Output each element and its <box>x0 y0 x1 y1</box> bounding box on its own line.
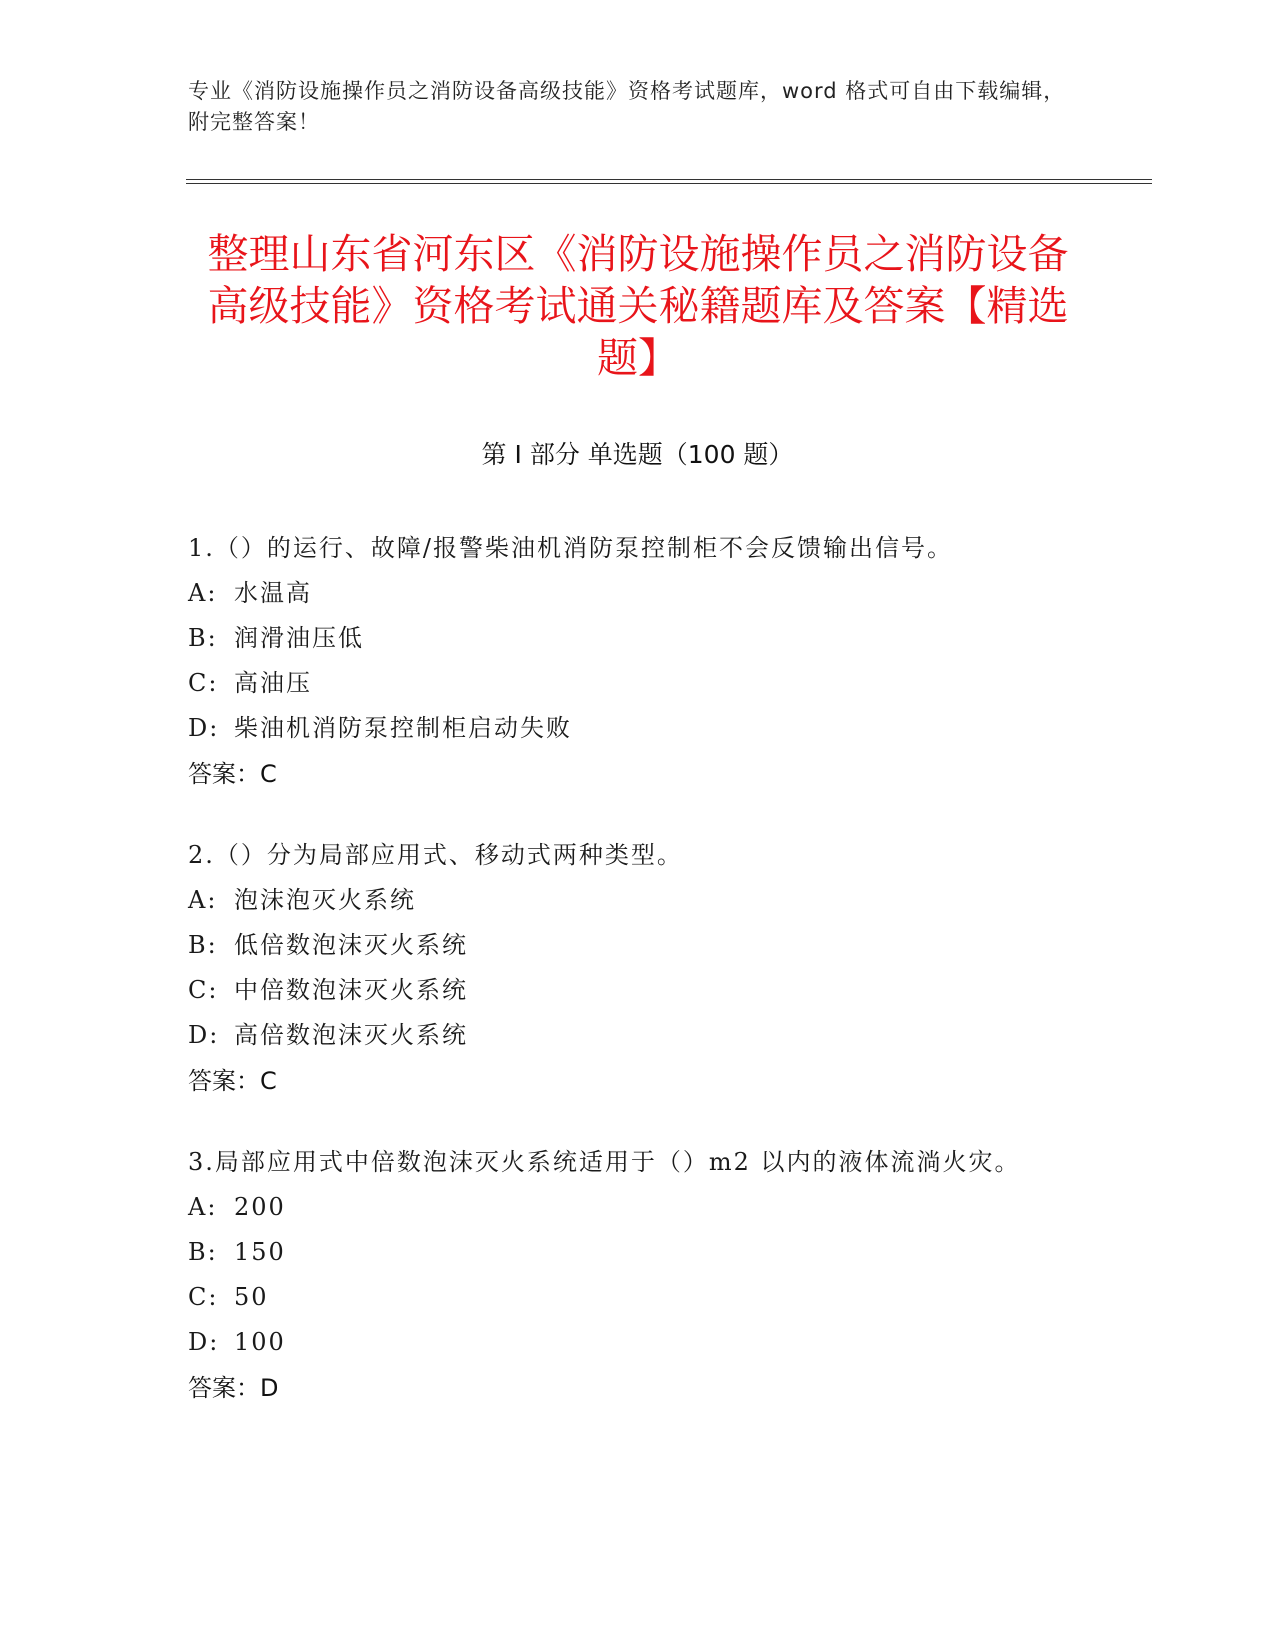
document-title: 整理山东省河东区《消防设施操作员之消防设备高级技能》资格考试通关秘籍题库及答案【精选题】 <box>207 230 1069 382</box>
option-a <box>188 571 1078 616</box>
option-key: D: <box>188 714 220 742</box>
option-key: C: <box>188 976 219 1004</box>
option-text: 200 <box>234 1193 286 1221</box>
option-c <box>188 968 1078 1013</box>
option-key: B: <box>188 931 218 959</box>
option-c <box>188 1275 1078 1320</box>
option-text: 高油压 <box>234 669 312 697</box>
option-text: 低倍数泡沫灭火系统 <box>234 931 468 959</box>
option-text: 100 <box>234 1328 286 1356</box>
option-text: 润滑油压低 <box>234 624 364 652</box>
question-list <box>188 525 1078 1446</box>
answer-line: 答案：D <box>188 1374 279 1402</box>
option-key: B: <box>188 624 218 652</box>
option-key: C: <box>188 1283 219 1311</box>
option-text: 泡沫泡灭火系统 <box>234 886 416 914</box>
option-d <box>188 1013 1078 1058</box>
option-key: A: <box>188 1193 218 1221</box>
answer-line: 答案：C <box>188 1067 277 1095</box>
question-item <box>188 1139 1078 1411</box>
question-stem: 1.（）的运行、故障/报警柴油机消防泵控制柜不会反馈输出信号。 <box>188 534 953 562</box>
section-title: 第 I 部分 单选题（100 题） <box>481 440 794 469</box>
header-divider-top <box>186 179 1152 180</box>
option-text: 柴油机消防泵控制柜启动失败 <box>234 714 572 742</box>
option-key: B: <box>188 1238 218 1266</box>
option-a <box>188 1185 1078 1230</box>
header-note: 专业《消防设施操作员之消防设备高级技能》资格考试题库，word 格式可自由下载编辑，附完整答案！ <box>188 79 1066 134</box>
option-d <box>188 1320 1078 1365</box>
option-d <box>188 706 1078 751</box>
option-key: A: <box>188 579 218 607</box>
question-item <box>188 832 1078 1104</box>
option-b <box>188 1230 1078 1275</box>
option-a <box>188 878 1078 923</box>
option-key: D: <box>188 1021 220 1049</box>
option-b <box>188 923 1078 968</box>
option-c <box>188 661 1078 706</box>
header-divider-bottom <box>186 183 1152 184</box>
option-b <box>188 616 1078 661</box>
option-text: 高倍数泡沫灭火系统 <box>234 1021 468 1049</box>
option-key: A: <box>188 886 218 914</box>
option-key: C: <box>188 669 219 697</box>
option-key: D: <box>188 1328 220 1356</box>
question-stem: 2.（）分为局部应用式、移动式两种类型。 <box>188 841 683 869</box>
answer-line: 答案：C <box>188 760 277 788</box>
question-item <box>188 525 1078 797</box>
option-text: 水温高 <box>234 579 312 607</box>
option-text: 150 <box>234 1238 286 1266</box>
option-text: 50 <box>234 1283 269 1311</box>
question-stem: 3.局部应用式中倍数泡沫灭火系统适用于（）m2 以内的液体流淌火灾。 <box>188 1148 1021 1176</box>
option-text: 中倍数泡沫灭火系统 <box>234 976 468 1004</box>
